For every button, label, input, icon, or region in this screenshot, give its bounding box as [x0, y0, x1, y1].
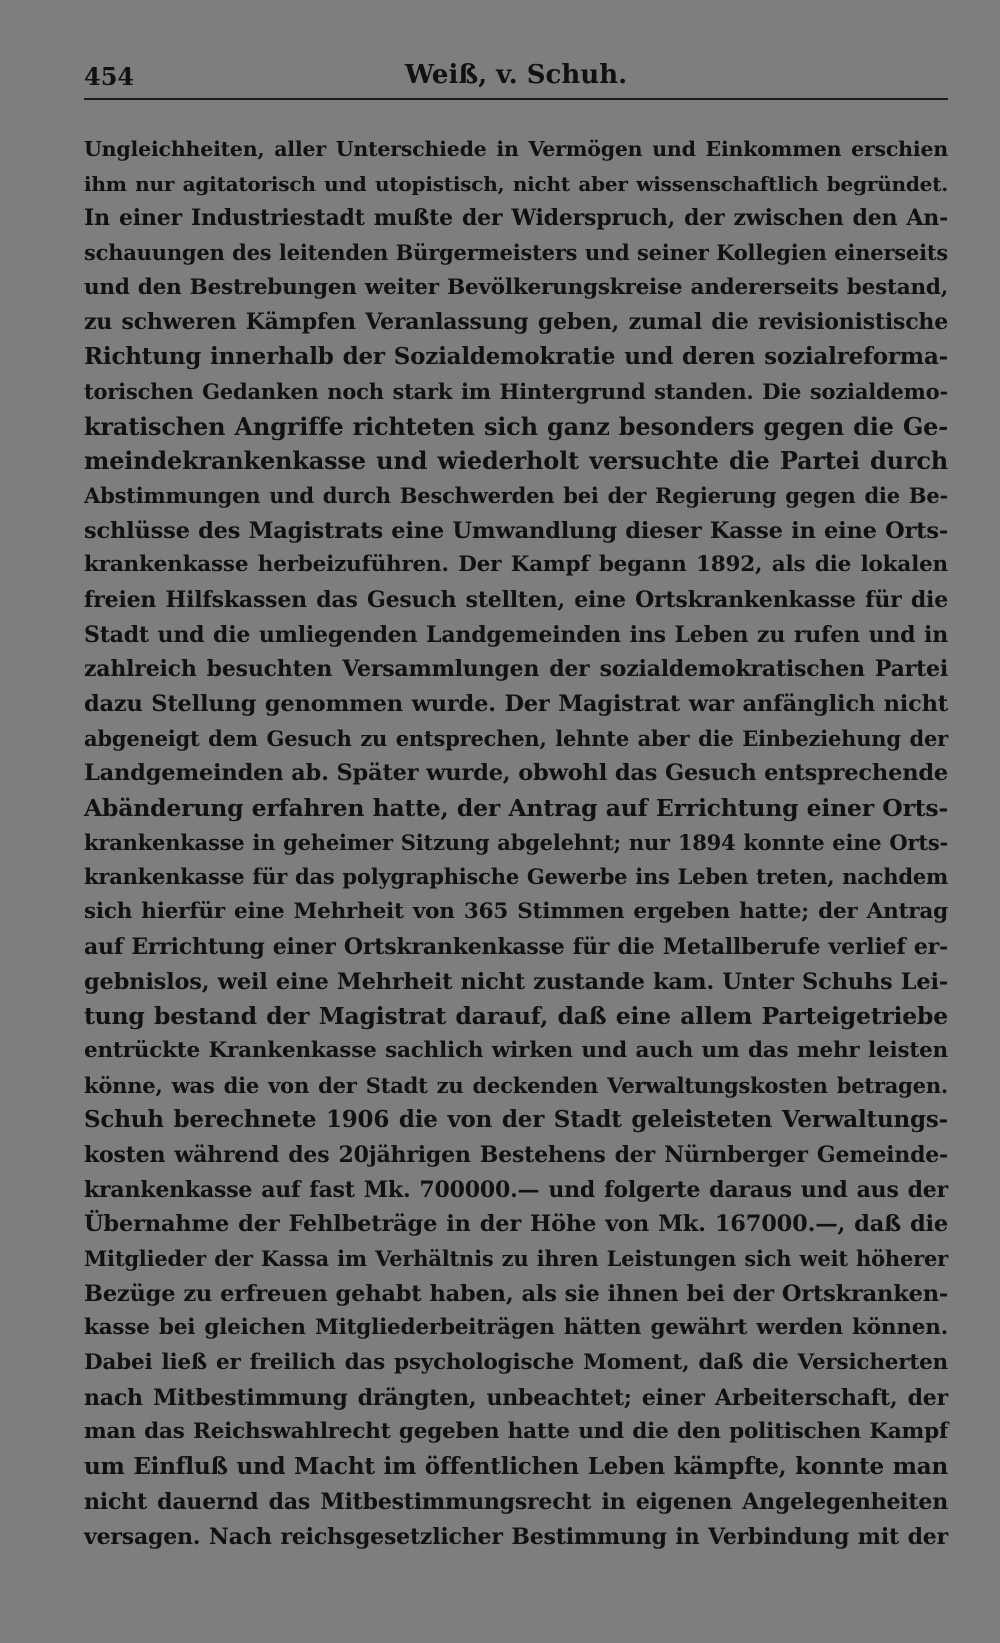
text-line: Übernahme der Fehlbeträge in der Höhe von Mk. 167000.—, daß die: [84, 1211, 948, 1238]
text-line: dazu Stellung genommen wurde. Der Magistrat war anfänglich nicht: [84, 691, 948, 717]
text-line: zu schweren Kämpfen Veranlassung geben, zumal die revisionistische: [84, 309, 948, 336]
text-line: um Einfluß und Macht im öffentlichen Leben kämpfte, konnte man: [84, 1453, 948, 1481]
running-title: Weiß, v. Schuh.: [404, 60, 628, 90]
text-line: man das Reichswahlrecht gegeben hatte und die den politischen Kampf: [84, 1419, 948, 1445]
text-line: In einer Industriestadt mußte der Widerspruch, der zwischen den An-: [84, 205, 948, 232]
running-head: [84, 58, 948, 94]
text-line: Stadt und die umliegenden Landgemeinden ins Leben zu rufen und in: [84, 621, 948, 648]
text-line: nicht dauernd das Mitbestimmungsrecht in eigenen Angelegenheiten: [84, 1488, 948, 1515]
text-line: ihm nur agitatorisch und utopistisch, nicht aber wissenschaftlich begründet.: [84, 171, 948, 196]
text-line: Landgemeinden ab. Später wurde, obwohl das Gesuch entsprechende: [84, 760, 948, 787]
header-rule: [84, 98, 948, 100]
text-line: freien Hilfskassen das Gesuch stellten, eine Ortskrankenkasse für die: [84, 586, 948, 613]
text-line: schlüsse des Magistrats eine Umwandlung dieser Kasse in eine Orts-: [84, 517, 948, 544]
text-line: tung bestand der Magistrat darauf, daß eine allem Parteigetriebe: [84, 1002, 948, 1031]
text-line: Dabei ließ er freilich das psychologische Moment, daß die Versicherten: [84, 1350, 948, 1376]
text-line: torischen Gedanken noch stark im Hintergrund standen. Die sozialdemo-: [84, 378, 948, 404]
text-line: Abstimmungen und durch Beschwerden bei der Regierung gegen die Be-: [84, 482, 948, 508]
text-line: Ungleichheiten, aller Unterschiede in Vermögen und Einkommen erschien: [84, 137, 948, 161]
text-line: sich hierfür eine Mehrheit von 365 Stimmen ergeben hatte; der Antrag: [84, 899, 948, 925]
body-text: [84, 132, 948, 1554]
text-line: nach Mitbestimmung drängten, unbeachtet; einer Arbeiterschaft, der: [84, 1384, 948, 1411]
text-line: Abänderung erfahren hatte, der Antrag auf Errichtung einer Orts-: [84, 794, 948, 823]
text-line: zahlreich besuchten Versammlungen der sozialdemokratischen Partei: [84, 656, 948, 683]
text-line: kosten während des 20jährigen Bestehens der Nürnberger Gemeinde-: [84, 1141, 948, 1168]
text-line: könne, was die von der Stadt zu deckenden Verwaltungskosten betragen.: [84, 1072, 948, 1098]
text-line: krankenkasse herbeizuführen. Der Kampf begann 1892, als die lokalen: [84, 552, 948, 578]
text-line: meindekrankenkasse und wiederholt versuchte die Partei durch: [84, 446, 948, 476]
text-line: Richtung innerhalb der Sozialdemokratie und deren sozialreforma-: [84, 343, 948, 371]
text-line: schauungen des leitenden Bürgermeisters und seiner Kollegien einerseits: [84, 240, 948, 266]
text-line: abgeneigt dem Gesuch zu entsprechen, lehnte aber die Einbeziehung der: [84, 725, 948, 751]
text-line: krankenkasse für das polygraphische Gewerbe ins Leben treten, nachdem: [84, 864, 948, 890]
text-line: kratischen Angriffe richteten sich ganz besonders gegen die Ge-: [84, 411, 948, 441]
text-line: Bezüge zu erfreuen gehabt haben, als sie ihnen bei der Ortskranken-: [84, 1280, 948, 1307]
text-line: und den Bestrebungen weiter Bevölkerungskreise andererseits bestand,: [84, 274, 948, 300]
text-line: Mitglieder der Kassa im Verhältnis zu ihren Leistungen sich weit höherer: [84, 1246, 948, 1271]
text-line: gebnislos, weil eine Mehrheit nicht zustande kam. Unter Schuhs Lei-: [84, 968, 948, 995]
text-line: kasse bei gleichen Mitgliederbeiträgen hätten gewährt werden können.: [84, 1315, 948, 1341]
text-line: entrückte Krankenkasse sachlich wirken und auch um das mehr leisten: [84, 1037, 948, 1063]
text-line: krankenkasse in geheimer Sitzung abgelehnt; nur 1894 konnte eine Orts-: [84, 829, 948, 855]
text-line: versagen. Nach reichsgesetzlicher Bestimmung in Verbindung mit der: [84, 1523, 948, 1550]
page-number: 454: [84, 62, 135, 91]
text-line: Schuh berechnete 1906 die von der Stadt geleisteten Verwaltungs-: [84, 1106, 948, 1134]
text-line: auf Errichtung einer Ortskrankenkasse für die Metallberufe verlief er-: [84, 933, 948, 960]
text-line: krankenkasse auf fast Mk. 700000.— und folgerte daraus und aus der: [84, 1176, 948, 1203]
